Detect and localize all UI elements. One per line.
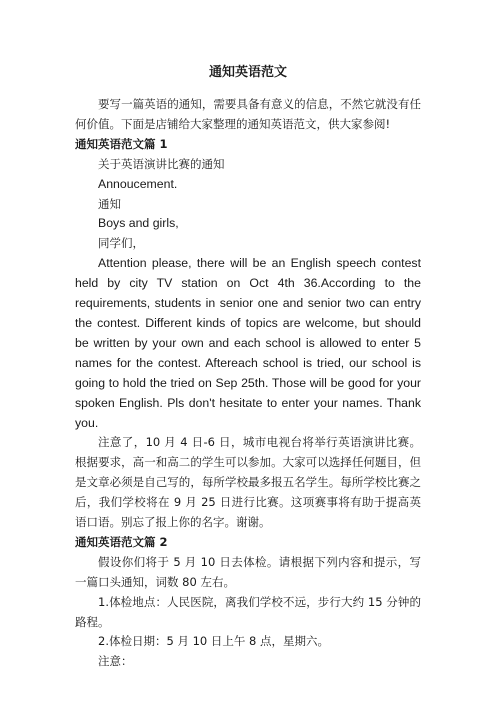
section-heading-1: 通知英语范文篇 1: [75, 136, 168, 151]
task-paragraph: 假设你们将于 5 月 10 日去体检。请根据下列内容和提示，写一篇口头通知，词数 80 左右。: [75, 554, 421, 589]
notice-title-line: 关于英语演讲比赛的通知: [98, 156, 225, 171]
announcement-line: Annoucement.: [98, 176, 178, 191]
notice-line: 通知: [98, 196, 121, 211]
greeting-english: Boys and girls,: [98, 216, 179, 231]
greeting-chinese: 同学们，: [98, 236, 144, 251]
chinese-body-paragraph: 注意了，10 月 4 日-6 日，城市电视台将举行英语演讲比赛。根据要求，高一和高二的学生可以参加。大家可以选择任何题目，但是文章必须是自己写的，每所学校最多报五名学生。每所学校比赛之后，我们学校将在 9 月 25 日进行比赛。这项赛事将有助于提高英语口语。别忘了报上你的名字。谢谢。: [75, 435, 421, 530]
page-title: 通知英语范文: [208, 65, 287, 80]
intro-paragraph: 要写一篇英语的通知，需要具备有意义的信息，不然它就没有任何价值。下面是店铺给大家整理的通知英语范文，供大家参阅!: [75, 97, 421, 131]
list-item-location: 1.体检地点：人民医院，离我们学校不远，步行大约 15 分钟的路程。: [75, 594, 421, 629]
english-body-paragraph: Attention please, there will be an English speech contest held by city TV station on Oct 4th 36.According to the requirements, students in senior one and senior two can entry the contest. Different kinds of topics are welcome, but should be written by your own and each school is allowed to enter 5 names for the contest. Aftereach school is tried, our school is going to hold the tried on Sep 25th. Those will be good for your spoken English. Pls don't hesitate to enter your names. Thank you.: [75, 256, 421, 430]
document-body: [75, 95, 421, 672]
section-heading-2: 通知英语范文篇 2: [75, 534, 168, 549]
list-item-date: 2.体检日期：5 月 10 日上午 8 点，星期六。: [98, 634, 330, 649]
note-label: 注意：: [98, 654, 133, 669]
